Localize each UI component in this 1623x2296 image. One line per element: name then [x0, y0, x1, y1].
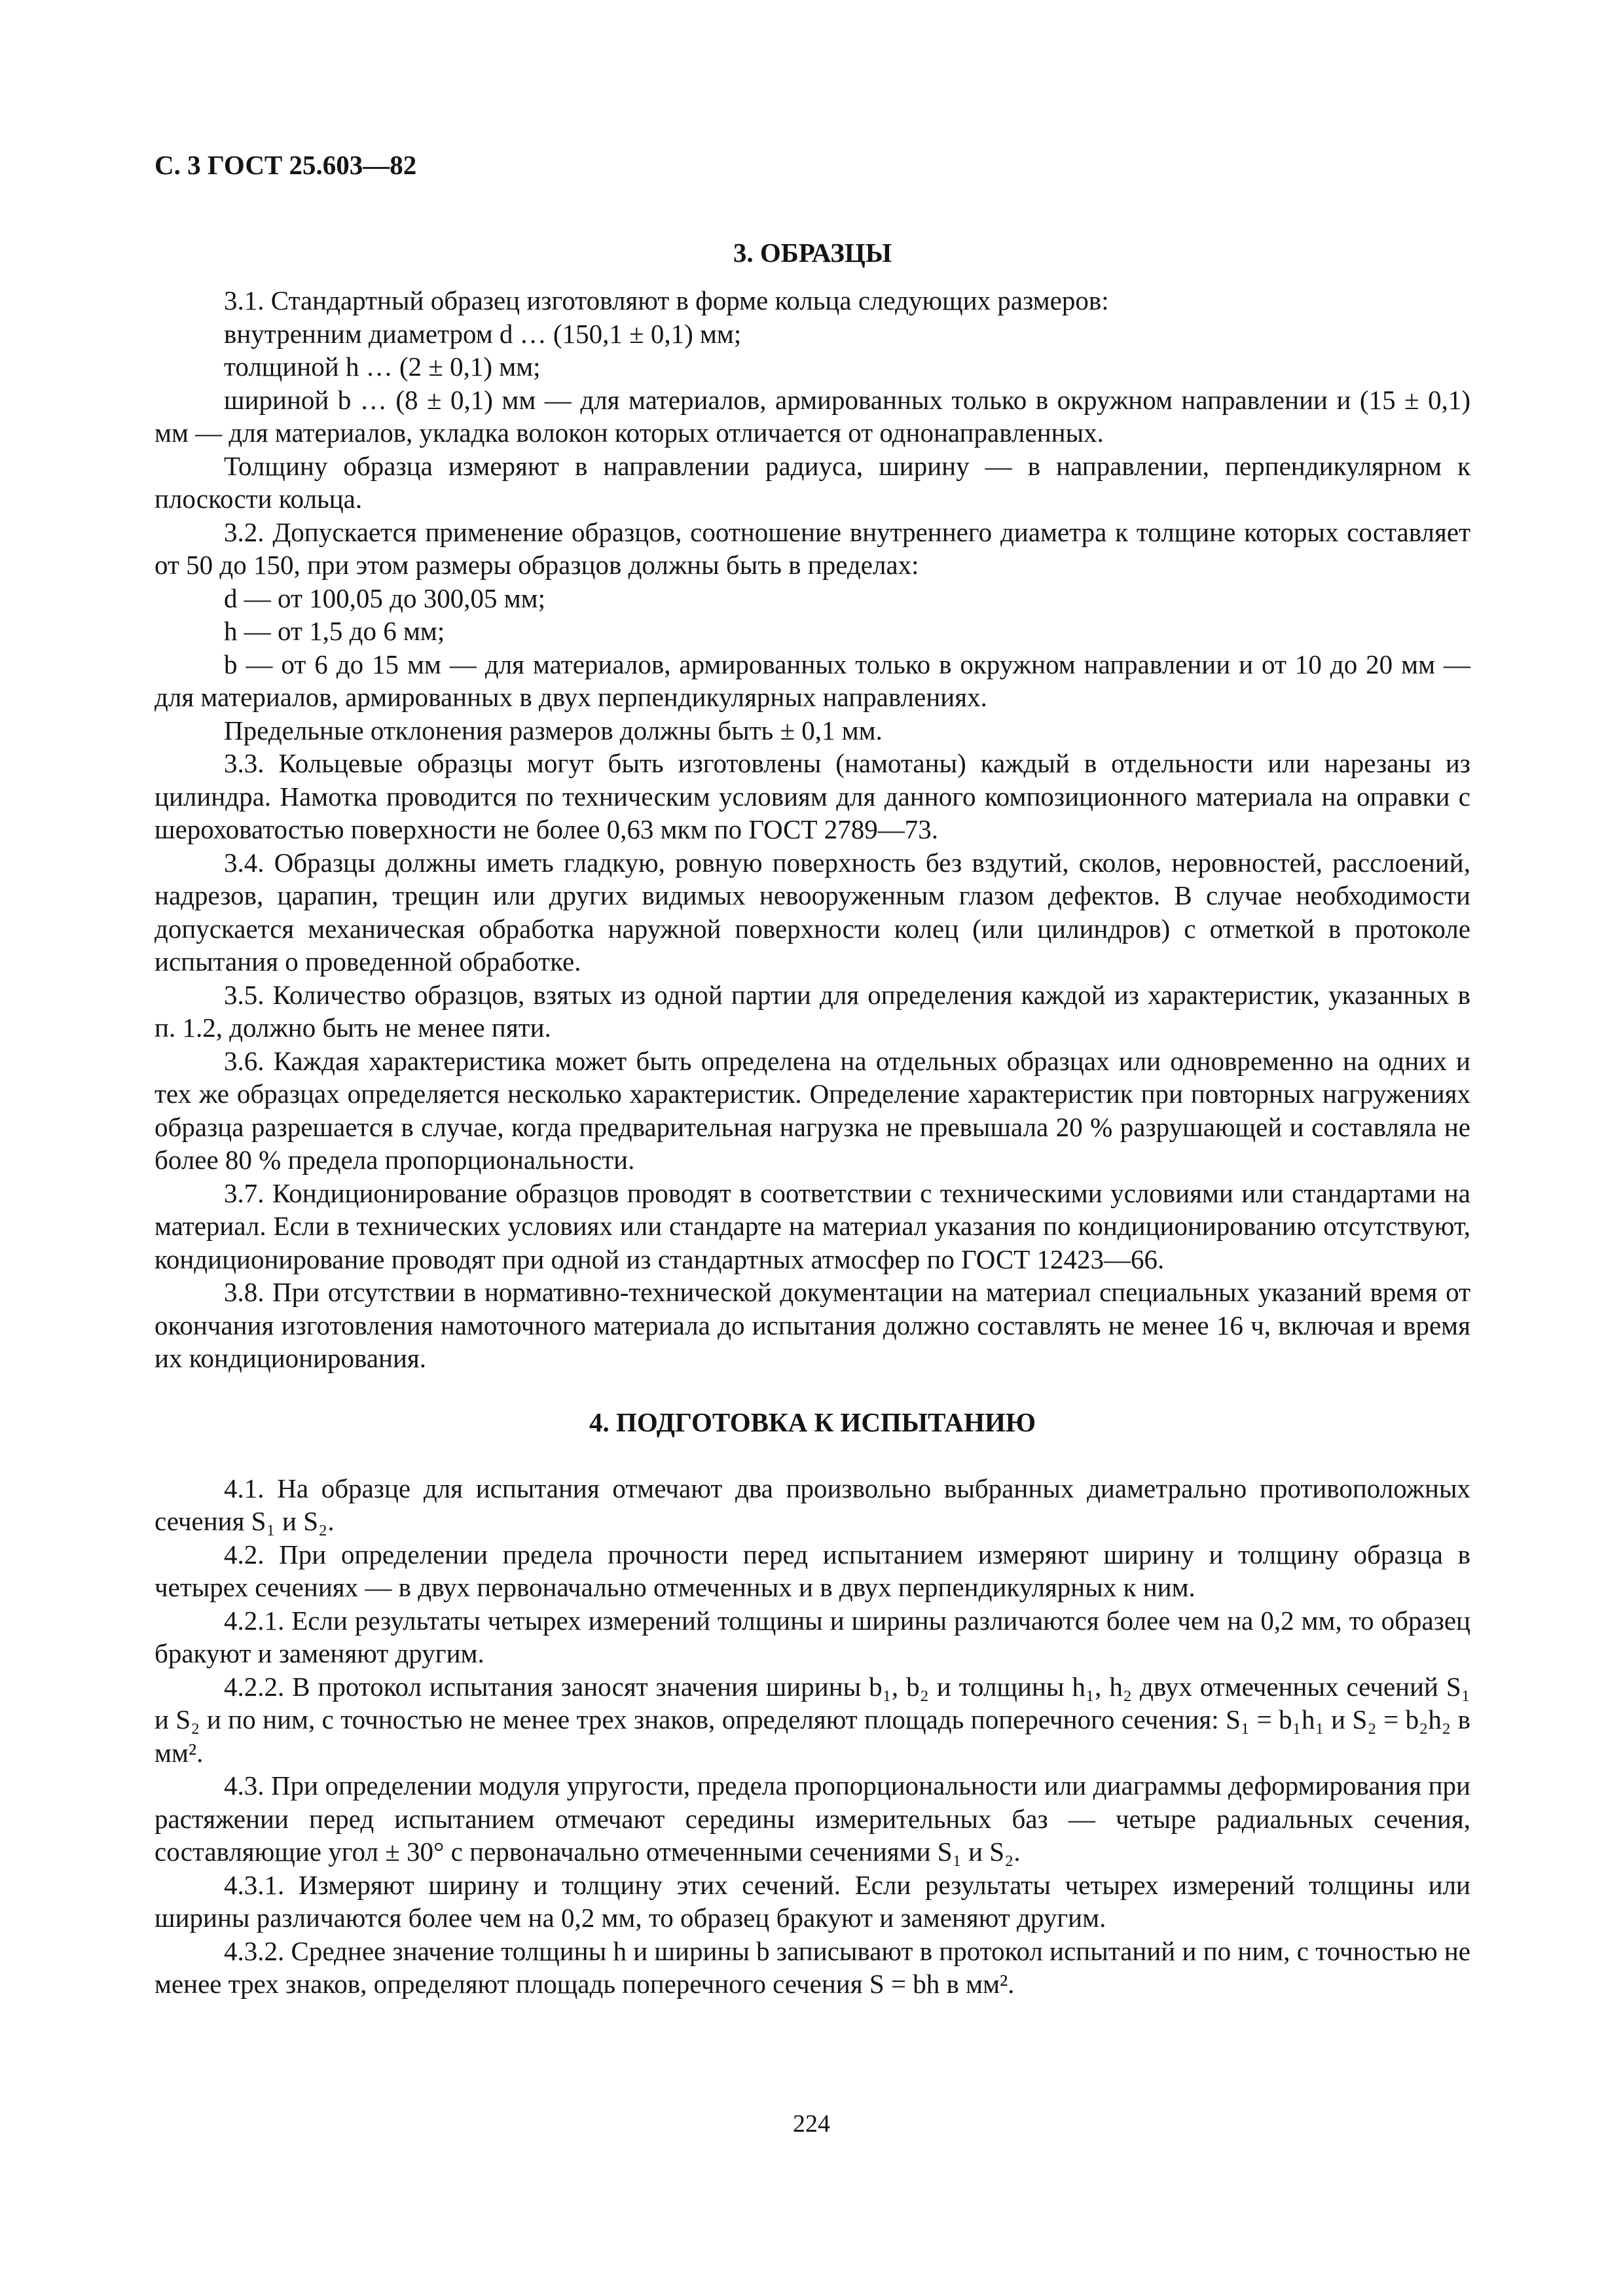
paragraph-3-2-b: b — от 6 до 15 мм — для материалов, армированных только в окружном направлении и от 10 до 20 мм — для материалов, армированных в двух перпендикулярных направлениях.	[155, 649, 1470, 712]
paragraph-3-2-h: h — от 1,5 до 6 мм;	[224, 616, 445, 646]
paragraph-4-3: 4.3. При определении модуля упругости, предела пропорциональности или диаграммы деформирования при растяжении перед испытанием отмечают середины измерительных баз — четыре радиальных сечения, составляющие угол ± 30° с первоначально отмеченными сечениями S₁ и S₂.	[155, 1770, 1470, 1867]
paragraph-3-1-thickness: толщиной h … (2 ± 0,1) мм;	[224, 351, 541, 382]
paragraph-3-8: 3.8. При отсутствии в нормативно-технической документации на материал специальных указаний время от окончания изготовления намоточного материала до испытания должно составлять не менее 16 ч, включая и время их кондиционирования.	[155, 1277, 1470, 1373]
section-3-body	[155, 284, 1470, 1375]
page-number: 224	[793, 2110, 830, 2138]
paragraph-3-2-tolerance: Предельные отклонения размеров должны быть ± 0,1 мм.	[224, 715, 883, 745]
paragraph-4-1: 4.1. На образце для испытания отмечают два произвольно выбранных диаметрально противоположных сечения S₁ и S₂.	[155, 1473, 1470, 1536]
document-page	[155, 148, 1470, 2001]
paragraph-3-2: 3.2. Допускается применение образцов, соотношение внутреннего диаметра к толщине которых составляет от 50 до 150, при этом размеры образцов должны быть в пределах:	[155, 516, 1470, 580]
section-4-body	[155, 1472, 1470, 2001]
paragraph-4-3-2: 4.3.2. Среднее значение толщины h и ширины b записывают в протокол испытаний и по ним, с точностью не менее трех знаков, определяют площадь поперечного сечения S = bh в мм².	[155, 1935, 1470, 1999]
paragraph-3-5: 3.5. Количество образцов, взятых из одной партии для определения каждой из характеристик, указанных в п. 1.2, должно быть не менее пяти.	[155, 979, 1470, 1043]
paragraph-4-2-1: 4.2.1. Если результаты четырех измерений толщины и ширины различаются более чем на 0,2 мм, то образец бракуют и заменяют другим.	[155, 1605, 1470, 1668]
paragraph-3-3: 3.3. Кольцевые образцы могут быть изготовлены (намотаны) каждый в отдельности или нарезаны из цилиндра. Намотка проводится по техническим условиям для данного композиционного материала на оправки с шероховатостью поверхности не более 0,63 мкм по ГОСТ 2789—73.	[155, 748, 1470, 844]
section-4-title: 4. ПОДГОТОВКА К ИСПЫТАНИЮ	[589, 1407, 1036, 1437]
paragraph-4-2: 4.2. При определении предела прочности перед испытанием измеряют ширину и толщину образца в четырех сечениях — в двух первоначально отмеченных и в двух перпендикулярных к ним.	[155, 1539, 1470, 1602]
paragraph-3-1: 3.1. Стандартный образец изготовляют в форме кольца следующих размеров:	[224, 285, 1109, 315]
paragraph-3-7: 3.7. Кондиционирование образцов проводят в соответствии с техническими условиями или стандартами на материал. Если в технических условиях или стандарте на материал указания по кондиционированию отсутствуют, кондиционирование проводят при одной из стандартных атмосфер по ГОСТ 12423—66.	[155, 1177, 1470, 1274]
paragraph-4-2-2: 4.2.2. В протокол испытания заносят значения ширины b₁, b₂ и толщины h₁, h₂ двух отмеченных сечений S₁ и S₂ и по ним, с точностью не менее трех знаков, определяют площадь поперечного сечения: S₁ = b₁h₁ и S₂ = b₂h₂ в мм².	[155, 1671, 1470, 1768]
paragraph-3-4: 3.4. Образцы должны иметь гладкую, ровную поверхность без вздутий, сколов, неровностей, расслоений, надрезов, царапин, трещин или других видимых невооруженным глазом дефектов. В случае необходимости допускается механическая обработка наружной поверхности колец (или цилиндров) с отметкой в протоколе испытания о проведенной обработке.	[155, 847, 1470, 977]
section-3-title: 3. ОБРАЗЦЫ	[733, 238, 892, 268]
paragraph-3-1-width: шириной b … (8 ± 0,1) мм — для материалов, армированных только в окружном направлении и (15 ± 0,1) мм — для материалов, укладка волокон которых отличается от однонаправленных.	[155, 384, 1470, 448]
paragraph-3-1-diameter: внутренним диаметром d … (150,1 ± 0,1) мм;	[224, 318, 742, 349]
paragraph-3-6: 3.6. Каждая характеристика может быть определена на отдельных образцах или одновременно на одних и тех же образцах определяется несколько характеристик. Определение характеристик при повторных нагружениях образца разрешается в случае, когда предварительная нагрузка не превышала 20 % разрушающей и составляла не более 80 % предела пропорциональности.	[155, 1045, 1470, 1175]
page-header: С. 3 ГОСТ 25.603—82	[155, 150, 417, 180]
paragraph-3-1-measure: Толщину образца измеряют в направлении радиуса, ширину — в направлении, перпендикулярном к плоскости кольца.	[155, 450, 1470, 514]
paragraph-4-3-1: 4.3.1. Измеряют ширину и толщину этих сечений. Если результаты четырех измерений толщины или ширины различаются более чем на 0,2 мм, то образец бракуют и заменяют другим.	[155, 1869, 1470, 1933]
paragraph-3-2-d: d — от 100,05 до 300,05 мм;	[224, 583, 546, 613]
